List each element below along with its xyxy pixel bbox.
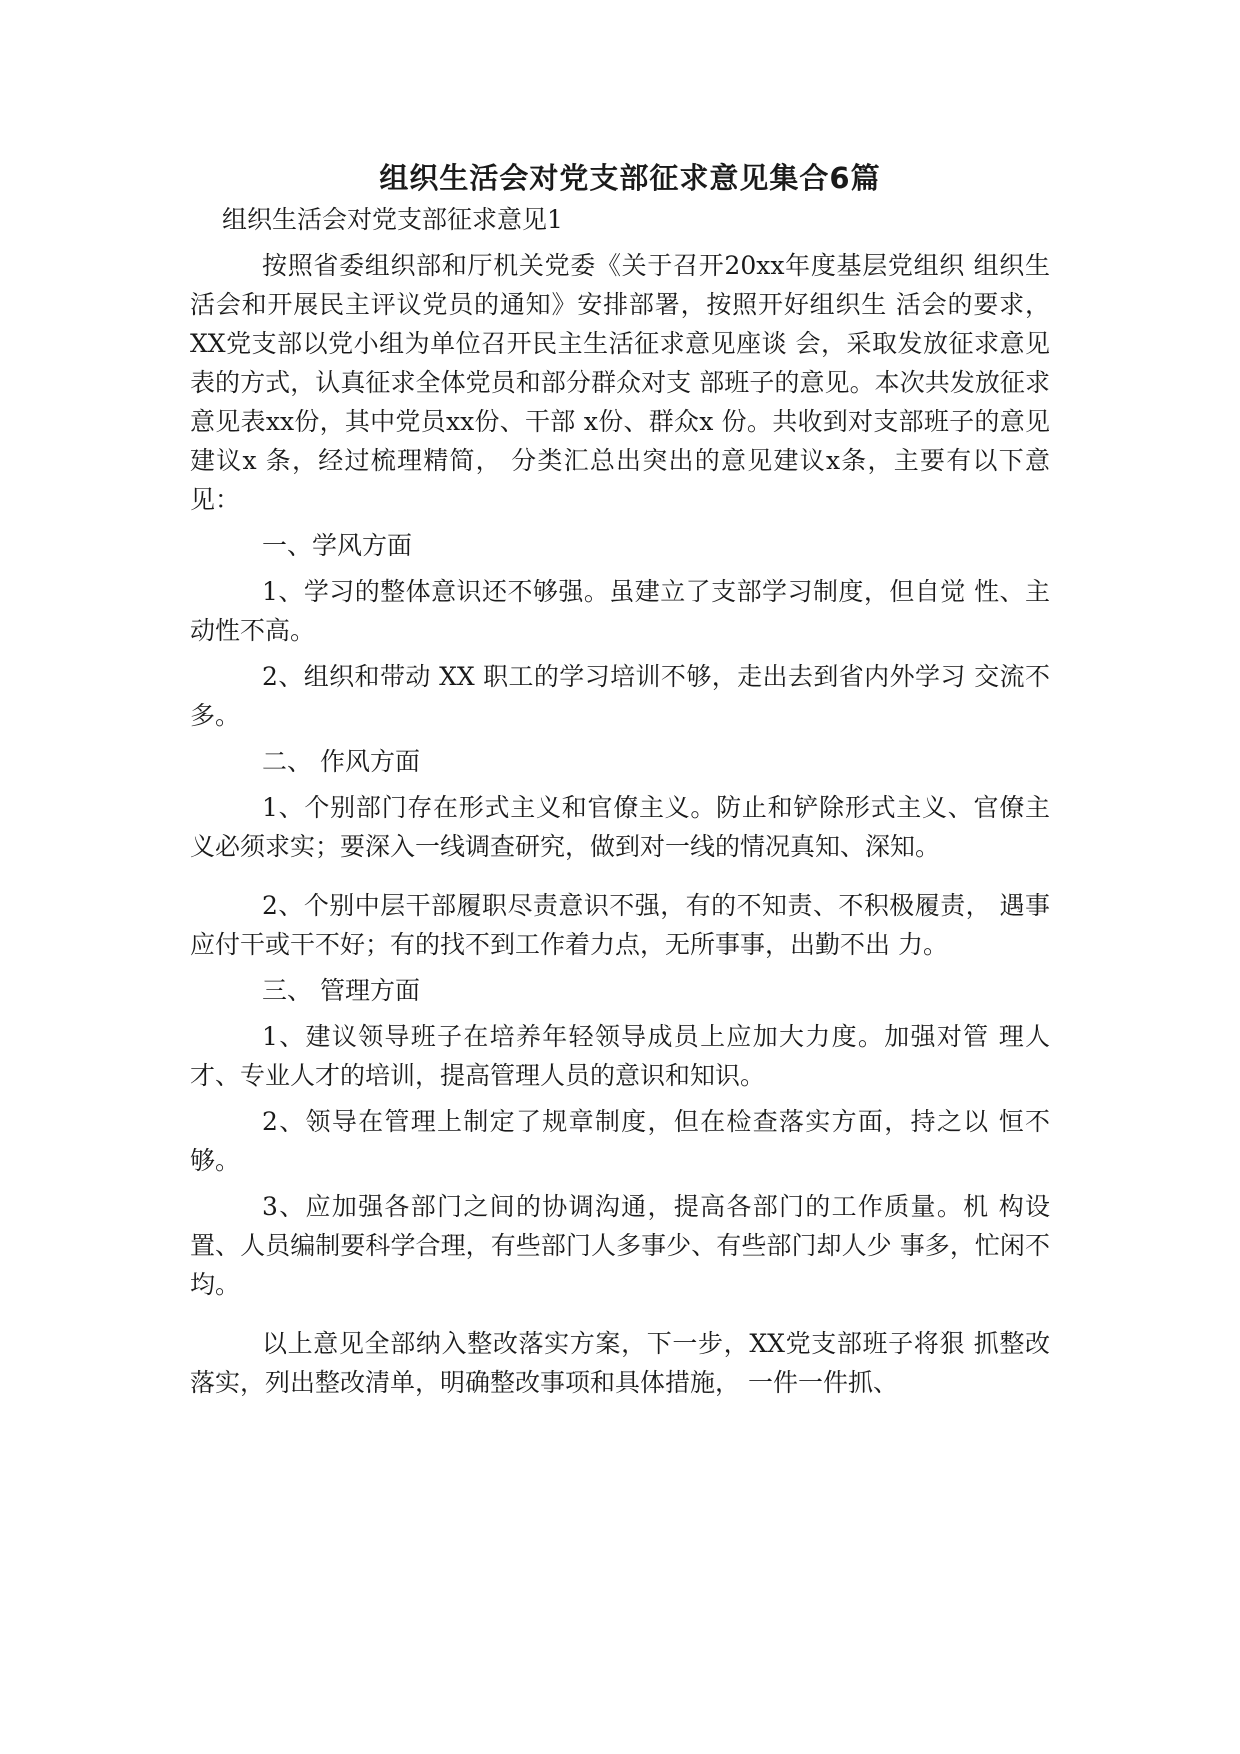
paragraph: 以上意见全部纳入整改落实方案，下一步，XX党支部班子将狠 抓整改落实，列出整改清单，明确整改事项和具体措施， 一件一件抓、 [190, 1329, 1050, 1397]
paragraph: 1、建议领导班子在培养年轻领导成员上应加大力度。加强对管 理人才、专业人才的培训，提高管理人员的意识和知识。 [190, 1022, 1050, 1090]
document-body [190, 246, 1050, 1409]
document-title: 组织生活会对党支部征求意见集合6篇 [379, 161, 881, 195]
paragraph: 2、个别中层干部履职尽责意识不强，有的不知责、不积极履责， 遇事应付干或干不好；有的找不到工作着力点，无所事事，出勤不出 力。 [190, 891, 1050, 959]
section-heading: 一、学风方面 [262, 531, 413, 560]
paragraph: 按照省委组织部和厅机关党委《关于召开20xx年度基层党组织 组织生活会和开展民主评议党员的通知》安排部署，按照开好组织生 活会的要求， XX党支部以党小组为单位召开民主生活征求意见座谈 会，采取发放征求意见表的方式，认真征求全体党员和部分群众对支 部班子的意见。本次共发放征求意见表xx份，其中党员xx份、干部 x份、群众x 份。共收到对支部班子的意见建议x 条，经过梳理精简， 分类汇总出突出的意见建议x条，主要有以下意见： [190, 251, 1050, 514]
section-heading: 三、 管理方面 [262, 976, 420, 1005]
paragraph: 3、应加强各部门之间的协调沟通，提高各部门的工作质量。机 构设置、人员编制要科学合理，有些部门人多事少、有些部门却人少 事多，忙闲不均。 [190, 1192, 1050, 1299]
section-heading: 二、 作风方面 [262, 747, 420, 776]
paragraph: 2、组织和带动 XX 职工的学习培训不够，走出去到省内外学习 交流不多。 [190, 662, 1050, 730]
paragraph: 2、领导在管理上制定了规章制度，但在检查落实方面，持之以 恒不够。 [190, 1107, 1050, 1175]
paragraph: 1、个别部门存在形式主义和官僚主义。防止和铲除形式主义、官僚主义必须求实；要深入一线调查研究，做到对一线的情况真知、深知。 [190, 793, 1050, 861]
paragraph: 1、学习的整体意识还不够强。虽建立了支部学习制度，但自觉 性、主动性不高。 [190, 577, 1050, 645]
document-subtitle: 组织生活会对党支部征求意见1 [222, 205, 563, 234]
